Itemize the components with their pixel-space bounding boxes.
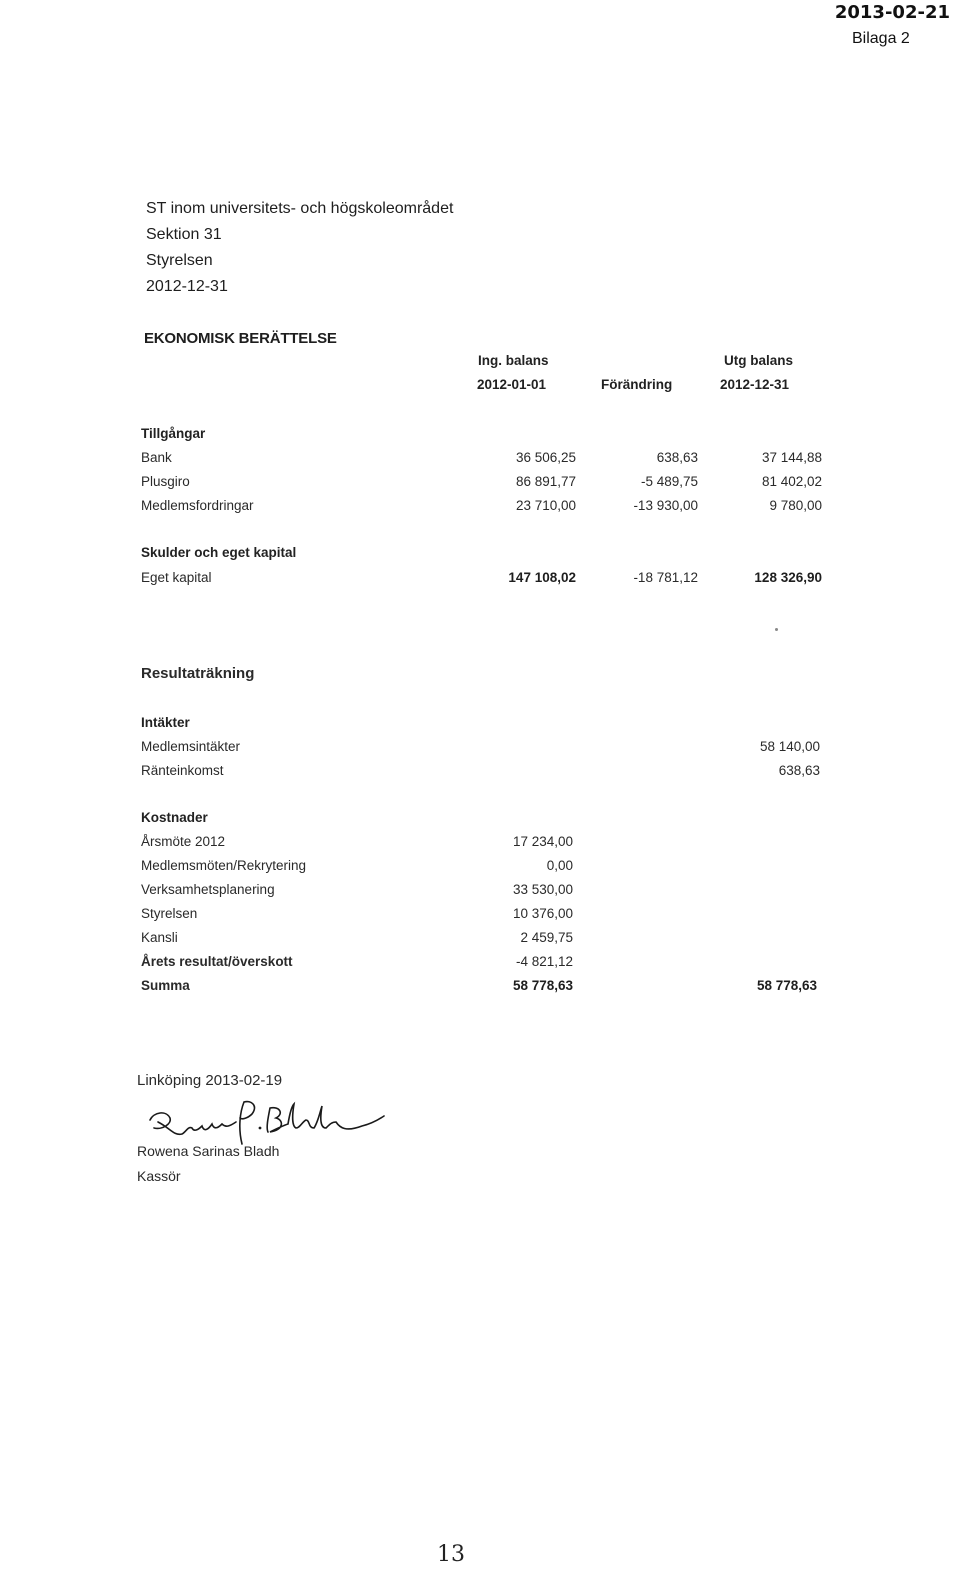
- change-value: -13 930,00: [633, 498, 698, 513]
- liabilities-heading: Skulder och eget kapital: [141, 545, 297, 560]
- place-and-date: Linköping 2013-02-19: [137, 1072, 283, 1089]
- costs-heading: Kostnader: [141, 810, 208, 825]
- opening-balance-date: 2012-01-01: [477, 377, 547, 392]
- row-label: Medlemsmöten/Rekrytering: [141, 858, 307, 873]
- opening-value: 147 108,02: [508, 570, 576, 585]
- closing-value: 81 402,02: [761, 474, 822, 489]
- cost-value: 17 234,00: [512, 834, 573, 849]
- income-total-value: 58 778,63: [756, 978, 817, 993]
- row-label: Kansli: [141, 930, 178, 945]
- page-number: 13: [437, 1542, 465, 1567]
- income-value: 638,63: [778, 763, 820, 778]
- opening-value: 86 891,77: [515, 474, 576, 489]
- closing-value: 128 326,90: [754, 570, 822, 585]
- row-label: Eget kapital: [141, 570, 212, 585]
- row-label: Styrelsen: [141, 906, 198, 921]
- row-label: Verksamhetsplanering: [141, 882, 275, 897]
- cost-value: 0,00: [546, 858, 573, 873]
- closing-balance-date: 2012-12-31: [720, 377, 790, 392]
- row-label: Medlemsfordringar: [141, 498, 254, 513]
- signer-name: Rowena Sarinas Bladh: [137, 1143, 280, 1159]
- opening-value: 23 710,00: [515, 498, 576, 513]
- change-heading: Förändring: [601, 377, 673, 392]
- cost-value: 33 530,00: [512, 882, 573, 897]
- total-label: Summa: [141, 978, 190, 993]
- row-label: Medlemsintäkter: [141, 739, 241, 754]
- handwritten-signature-icon: [140, 1098, 390, 1148]
- row-label: Bank: [141, 450, 172, 465]
- result-value: -4 821,12: [515, 954, 573, 969]
- report-title: EKONOMISK BERÄTTELSE: [144, 330, 337, 347]
- change-value: -5 489,75: [640, 474, 698, 489]
- row-label: Plusgiro: [141, 474, 190, 489]
- income-statement-title: Resultaträkning: [141, 665, 255, 682]
- result-label: Årets resultat/överskott: [141, 954, 293, 969]
- closing-balance-heading: Utg balans: [724, 353, 794, 368]
- scan-speck: [775, 628, 778, 631]
- change-value: 638,63: [656, 450, 698, 465]
- opening-balance-heading: Ing. balans: [478, 353, 549, 368]
- signer-role: Kassör: [137, 1168, 181, 1184]
- board-name: Styrelsen: [146, 252, 213, 269]
- row-label: Ränteinkomst: [141, 763, 224, 778]
- assets-heading: Tillgångar: [141, 426, 206, 441]
- costs-total-value: 58 778,63: [512, 978, 573, 993]
- income-heading: Intäkter: [141, 715, 190, 730]
- closing-value: 37 144,88: [761, 450, 822, 465]
- change-value: -18 781,12: [633, 570, 698, 585]
- income-value: 58 140,00: [759, 739, 820, 754]
- organization-name: ST inom universitets- och högskoleområdet: [146, 200, 454, 217]
- page-date: 2013-02-21: [834, 2, 950, 23]
- cost-value: 10 376,00: [512, 906, 573, 921]
- document-date: 2012-12-31: [146, 278, 228, 295]
- attachment-label: Bilaga 2: [852, 30, 910, 47]
- closing-value: 9 780,00: [769, 498, 822, 513]
- row-label: Årsmöte 2012: [141, 834, 226, 849]
- opening-value: 36 506,25: [515, 450, 576, 465]
- section-name: Sektion 31: [146, 226, 222, 243]
- cost-value: 2 459,75: [520, 930, 573, 945]
